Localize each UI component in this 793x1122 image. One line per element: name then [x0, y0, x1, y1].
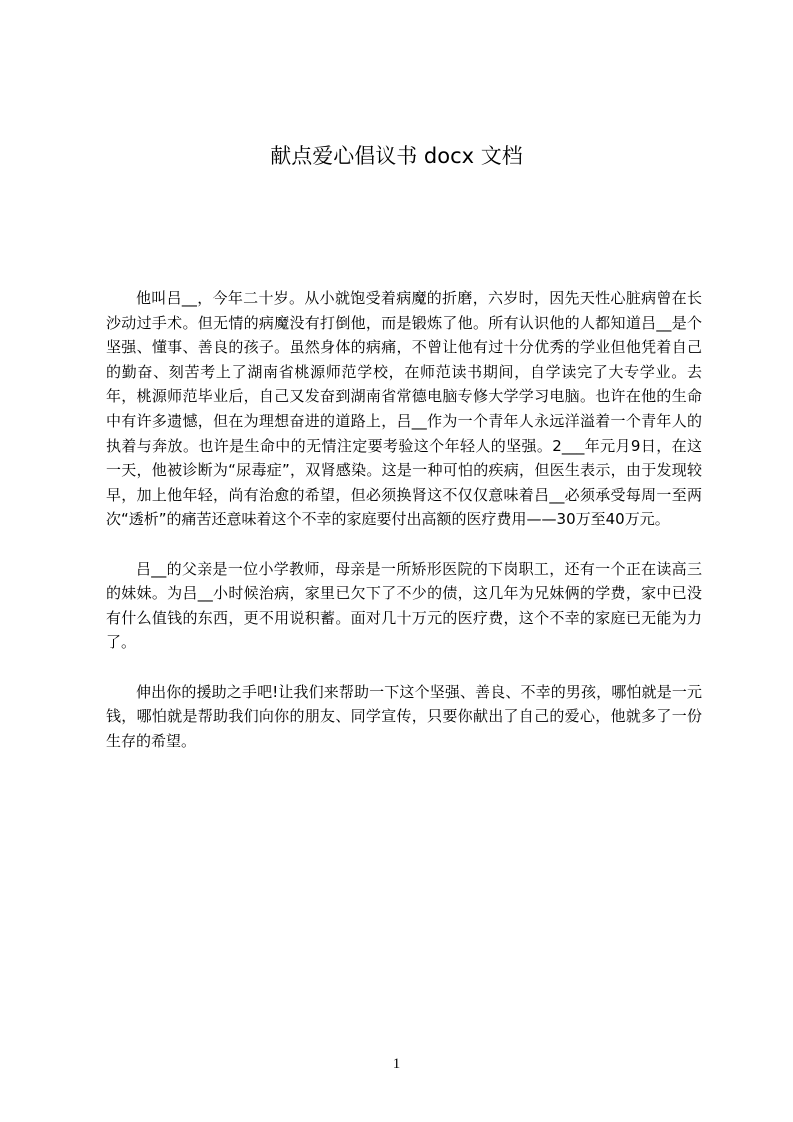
document-title: 献点爱心倡议书 docx 文档 — [270, 144, 523, 168]
document-body — [106, 286, 702, 778]
paragraph: 吕__的父亲是一位小学教师，母亲是一所矫形医院的下岗职工，还有一个正在读高三的妹妹。为吕__小时候治病，家里已欠下了不少的债，这几年为兄妹俩的学费，家中已没有什么值钱的东西，更不用说积蓄。面对几十万元的医疗费，这个不幸的家庭已无能为力了。 — [106, 559, 702, 652]
paragraph: 伸出你的援助之手吧!让我们来帮助一下这个坚强、善良、不幸的男孩，哪怕就是一元钱，哪怕就是帮助我们向你的朋友、同学宣传，只要你献出了自己的爱心，他就多了一份生存的希望。 — [106, 682, 702, 750]
paragraph: 他叫吕__，今年二十岁。从小就饱受着病魔的折磨，六岁时，因先天性心脏病曾在长沙动过手术。但无情的病魔没有打倒他，而是锻炼了他。所有认识他的人都知道吕__是个坚强、懂事、善良的孩子。虽然身体的病痛，不曾让他有过十分优秀的学业但他凭着自己的勤奋、刻苦考上了湖南省桃源师范学校，在师范读书期间，自学读完了大专学业。去年，桃源师范毕业后，自己又发奋到湖南省常德电脑专修大学学习电脑。也许在他的生命中有许多遗憾，但在为理想奋进的道路上，吕__作为一个青年人永远洋溢着一个青年人的执着与奔放。也许是生命中的无情注定要考验这个年轻人的坚强。2___年元月9日，在这一天，他被诊断为“尿毒症”，双肾感染。这是一种可怕的疾病，但医生表示，由于发现较早，加上他年轻，尚有治愈的希望，但必须换肾这不仅仅意味着吕__必须承受每周一至两次“透析”的痛苦还意味着这个不幸的家庭要付出高额的医疗费用——30万至40万元。 — [106, 289, 702, 529]
page-number: 1 — [392, 1056, 401, 1072]
